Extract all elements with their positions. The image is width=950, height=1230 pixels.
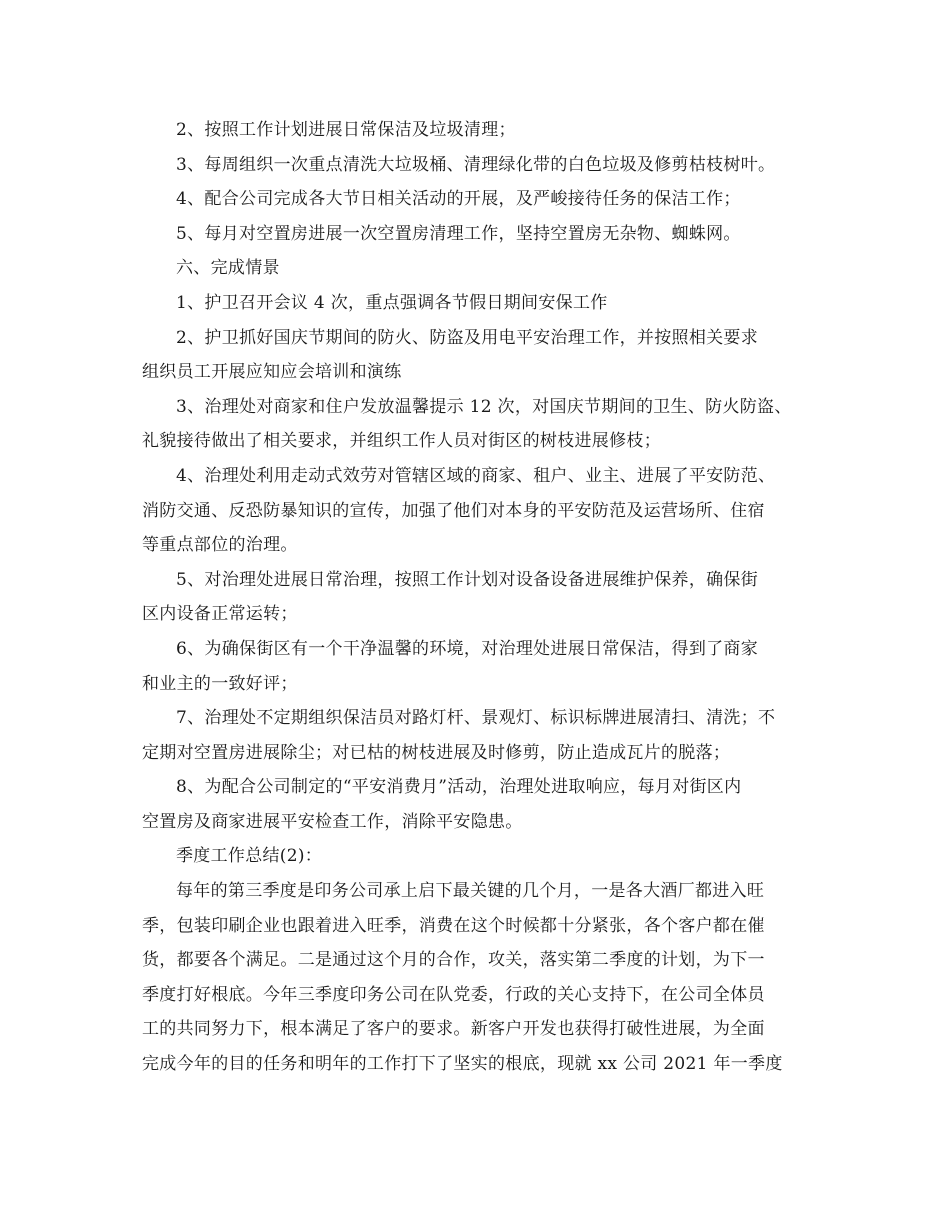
text-line: 每年的第三季度是印务公司承上启下最关键的几个月，一是各大酒厂都进入旺: [176, 881, 765, 902]
text-line: 定期对空置房进展除尘；对已枯的树枝进展及时修剪，防止造成瓦片的脱落；: [142, 742, 731, 763]
text-line: 5、对治理处进展日常治理，按照工作计划对设备设备进展维护保养，确保街: [176, 569, 759, 590]
text-line: 区内设备正常运转；: [142, 604, 298, 625]
text-line: 礼貌接待做出了相关要求，并组织工作人员对街区的树枝进展修枝；: [142, 431, 661, 452]
text-line: 2、护卫抓好国庆节期间的防火、防盗及用电平安治理工作，并按照相关要求: [176, 327, 759, 348]
text-line: 2、按照工作计划进展日常保洁及垃圾清理；: [176, 120, 516, 140]
document-body: [142, 113, 812, 1082]
text-line: 消防交通、反恐防暴知识的宣传，加强了他们对本身的平安防范及运营场所、住宿: [142, 500, 765, 521]
text-line: 4、配合公司完成各大节日相关活动的开展，及严峻接待任务的保洁工作；: [176, 189, 741, 210]
text-line: 季，包装印刷企业也跟着进入旺季，消费在这个时候都十分紧张，各个客户都在催: [142, 915, 765, 936]
text-line: 季度工作总结(2)：: [176, 846, 323, 867]
text-line: 完成今年的目的任务和明年的工作打下了坚实的根底，现就 xx 公司 2021 年一季度: [142, 1054, 783, 1075]
text-line: 4、治理处利用走动式效劳对管辖区域的商家、租户、业主、进展了平安防范、: [176, 465, 776, 486]
text-line: 组织员工开展应知应会培训和演练: [142, 362, 402, 383]
text-line: 工的共同努力下，根本满足了客户的要求。新客户开发也获得打破性进展，为全面: [142, 1019, 765, 1040]
text-line: 7、治理处不定期组织保洁员对路灯杆、景观灯、标识标牌进展清扫、清洗；不: [176, 708, 776, 729]
text-line: 6、为确保街区有一个干净温馨的环境，对治理处进展日常保洁，得到了商家: [176, 638, 759, 659]
text-line: 1、护卫召开会议 4 次，重点强调各节假日期间安保工作: [176, 292, 608, 313]
text-line: 季度打好根底。今年三季度印务公司在队党委，行政的关心支持下，在公司全体员: [142, 984, 765, 1005]
text-line: 货，都要各个满足。二是通过这个月的合作，攻关，落实第二季度的计划，为下一: [142, 950, 765, 971]
text-line: 空置房及商家进展平安检查工作，消除平安隐患。: [142, 811, 523, 832]
text-line: 5、每月对空置房进展一次空置房清理工作，坚持空置房无杂物、蜘蛛网。: [176, 223, 741, 244]
text-line: 3、治理处对商家和住户发放温馨提示 12 次，对国庆节期间的卫生、防火防盗、: [176, 396, 792, 417]
text-line: 等重点部位的治理。: [142, 535, 298, 556]
text-line: 8、为配合公司制定的“平安消费月”活动，治理处进取响应，每月对街区内: [176, 777, 742, 798]
text-line: 和业主的一致好评；: [142, 673, 298, 694]
text-line: 3、每周组织一次重点清洗大垃圾桶、清理绿化带的白色垃圾及修剪枯枝树叶。: [176, 154, 776, 175]
text-line: 六、完成情景: [176, 258, 280, 279]
